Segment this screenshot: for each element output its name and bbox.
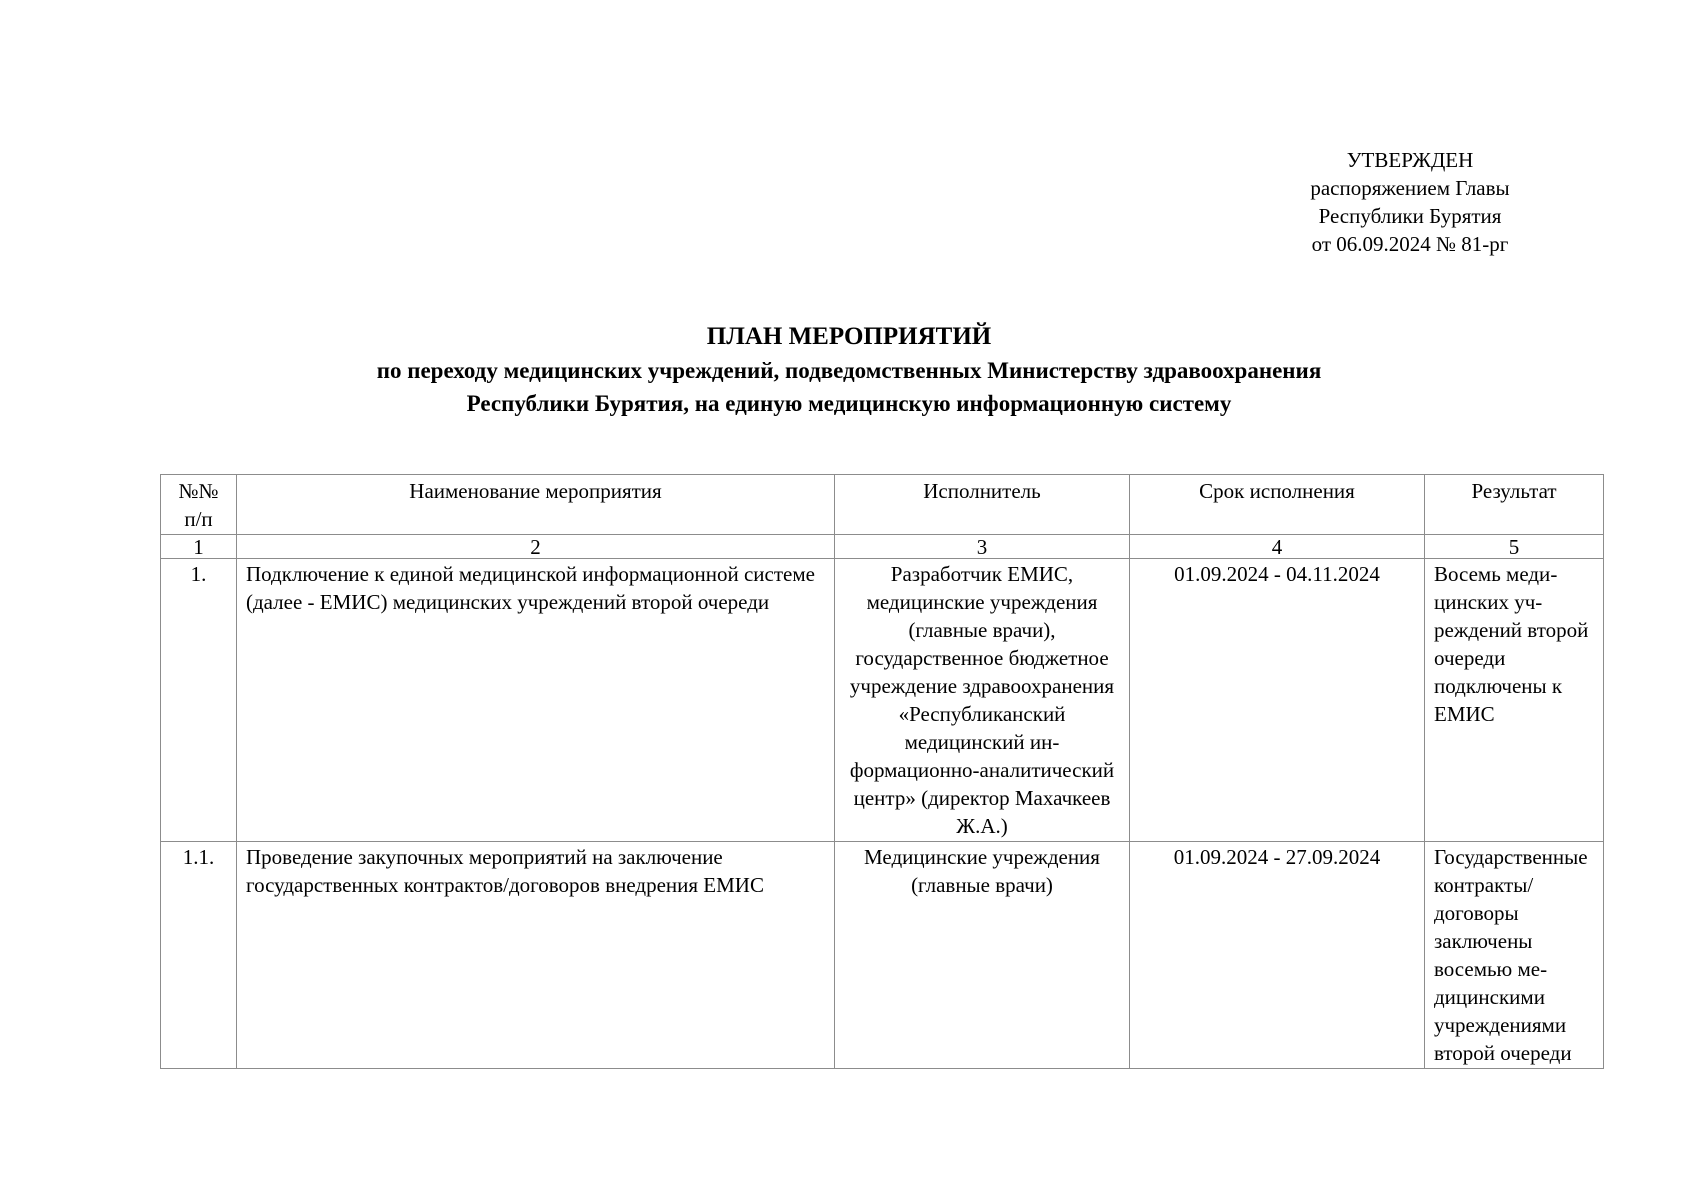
row-activity-name: Подключение к единой медицинской информационной системе (далее - ЕМИС) медицинских учреждений второй очереди (237, 559, 835, 842)
approval-line-4: от 06.09.2024 № 81-рг (1311, 232, 1509, 256)
header-executor: Исполнитель (835, 475, 1130, 535)
row-result: Государственные контракты/договоры заключены восемью медицинскими учреждениями второй очереди (1425, 842, 1604, 1069)
table-row (161, 559, 1604, 842)
header-name: Наименование мероприятия (237, 475, 835, 535)
row-term: 01.09.2024 - 04.11.2024 (1130, 559, 1425, 842)
header-result: Результат (1425, 475, 1604, 535)
title-subtitle-line-2: Республики Бурятия, на единую медицинскую информационную систему (466, 391, 1232, 416)
header-number-line-2: п/п (184, 507, 213, 531)
document-title (0, 320, 1698, 420)
column-number: 1 (161, 535, 237, 559)
row-number: 1. (161, 559, 237, 842)
table-header-row (161, 475, 1604, 535)
approval-line-1: УТВЕРЖДЕН (1346, 148, 1474, 172)
header-term: Срок исполнения (1130, 475, 1425, 535)
approval-line-2: распоряжением Главы (1310, 176, 1510, 200)
header-number-line-1: №№ (178, 479, 219, 503)
row-activity-name: Проведение закупочных мероприятий на заключение государственных контрактов/договоров внедрения ЕМИС (237, 842, 835, 1069)
column-number: 3 (835, 535, 1130, 559)
row-executor: Разработчик ЕМИС, медицинские учреждения (главные врачи), государственное бюджетное учреждение здравоохранения «Республиканский медицинский информационно-аналитический центр» (директор Махачкеев Ж.А.) (835, 559, 1130, 842)
table-row (161, 842, 1604, 1069)
column-number: 5 (1425, 535, 1604, 559)
plan-table (160, 474, 1604, 1069)
row-result: Восемь медицинских учреждений второй очереди подключены к ЕМИС (1425, 559, 1604, 842)
approval-line-3: Республики Бурятия (1318, 204, 1502, 228)
header-number (161, 475, 237, 535)
page-title: ПЛАН МЕРОПРИЯТИЙ (706, 323, 992, 350)
column-number: 2 (237, 535, 835, 559)
row-number: 1.1. (161, 842, 237, 1069)
title-subtitle-line-1: по переходу медицинских учреждений, подведомственных Министерству здравоохранения (376, 358, 1322, 383)
row-executor: Медицинские учреждения (главные врачи) (835, 842, 1130, 1069)
column-number-row (161, 535, 1604, 559)
row-term: 01.09.2024 - 27.09.2024 (1130, 842, 1425, 1069)
approval-stamp (1280, 146, 1540, 258)
column-number: 4 (1130, 535, 1425, 559)
